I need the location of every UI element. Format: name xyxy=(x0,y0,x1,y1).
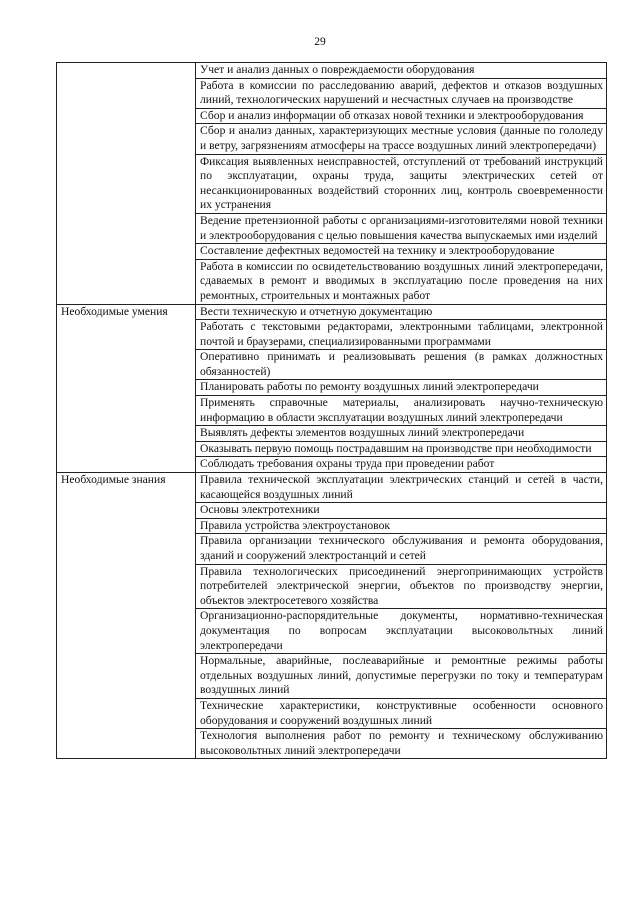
list-item: Основы электротехники xyxy=(196,503,607,519)
list-item: Учет и анализ данных о повреждаемости оборудования xyxy=(196,63,607,79)
list-item: Оказывать первую помощь пострадавшим на производстве при необходимости xyxy=(196,441,607,457)
list-item: Сбор и анализ данных, характеризующих местные условия (данные по гололеду и ветру, загрязнениям атмосферы на трассе воздушных линий электропередачи) xyxy=(196,124,607,154)
section-label-skills: Необходимые умения xyxy=(57,304,196,473)
list-item: Планировать работы по ремонту воздушных линий электропередачи xyxy=(196,380,607,396)
list-item: Оперативно принимать и реализовывать решения (в рамках должностных обязанностей) xyxy=(196,350,607,380)
list-item: Применять справочные материалы, анализировать научно-техническую информацию в области эксплуатации воздушных линий электропередачи xyxy=(196,396,607,426)
list-item: Правила технологических присоединений энергопринимающих устройств потребителей электрической энергии, объектов по производству энергии, объектов электросетевого хозяйства xyxy=(196,564,607,609)
list-item: Технология выполнения работ по ремонту и техническому обслуживанию высоковольтных линий электропередачи xyxy=(196,729,607,759)
list-item: Сбор и анализ информации об отказах новой техники и электрооборудования xyxy=(196,108,607,124)
list-item: Составление дефектных ведомостей на технику и электрооборудование xyxy=(196,244,607,260)
table-row xyxy=(57,473,607,503)
table-row xyxy=(57,304,607,320)
list-item: Выявлять дефекты элементов воздушных линий электропередачи xyxy=(196,426,607,442)
list-item: Вести техническую и отчетную документацию xyxy=(196,304,607,320)
list-item: Работать с текстовыми редакторами, электронными таблицами, электронной почтой и браузерами, специализированными программами xyxy=(196,320,607,350)
list-item: Организационно-распорядительные документы, нормативно-техническая документация по вопросам эксплуатации высоковольтных линий электропередачи xyxy=(196,609,607,654)
section-label xyxy=(57,63,196,305)
list-item: Правила устройства электроустановок xyxy=(196,518,607,534)
list-item: Работа в комиссии по расследованию аварий, дефектов и отказов воздушных линий, технологических нарушений и несчастных случаев на производстве xyxy=(196,78,607,108)
list-item: Работа в комиссии по освидетельствованию воздушных линий электропередачи, сдаваемых в ремонт и вводимых в эксплуатацию после проведения на них ремонтных, строительных и монтажных работ xyxy=(196,259,607,304)
list-item: Нормальные, аварийные, послеаварийные и ремонтные режимы работы отдельных воздушных линий, допустимые перегрузки по току и температурам воздушных линий xyxy=(196,654,607,699)
section-label-knowledge: Необходимые знания xyxy=(57,473,196,759)
list-item: Правила организации технического обслуживания и ремонта оборудования, зданий и сооружений электростанций и сетей xyxy=(196,534,607,564)
list-item: Технические характеристики, конструктивные особенности основного оборудования и сооружений воздушных линий xyxy=(196,698,607,728)
list-item: Правила технической эксплуатации электрических станций и сетей в части, касающейся воздушных линий xyxy=(196,473,607,503)
requirements-table xyxy=(56,62,607,759)
page-number: 29 xyxy=(314,36,326,48)
list-item: Соблюдать требования охраны труда при проведении работ xyxy=(196,457,607,473)
list-item: Фиксация выявленных неисправностей, отступлений от требований инструкций по эксплуатации, охраны труда, защиты электрических сетей от несанкционированных воздействий сторонних лиц, контроль своевременности их устранения xyxy=(196,154,607,213)
list-item: Ведение претензионной работы с организациями-изготовителями новой техники и электрооборудования с целью повышения качества выпускаемых ими изделий xyxy=(196,213,607,243)
table-row xyxy=(57,63,607,79)
